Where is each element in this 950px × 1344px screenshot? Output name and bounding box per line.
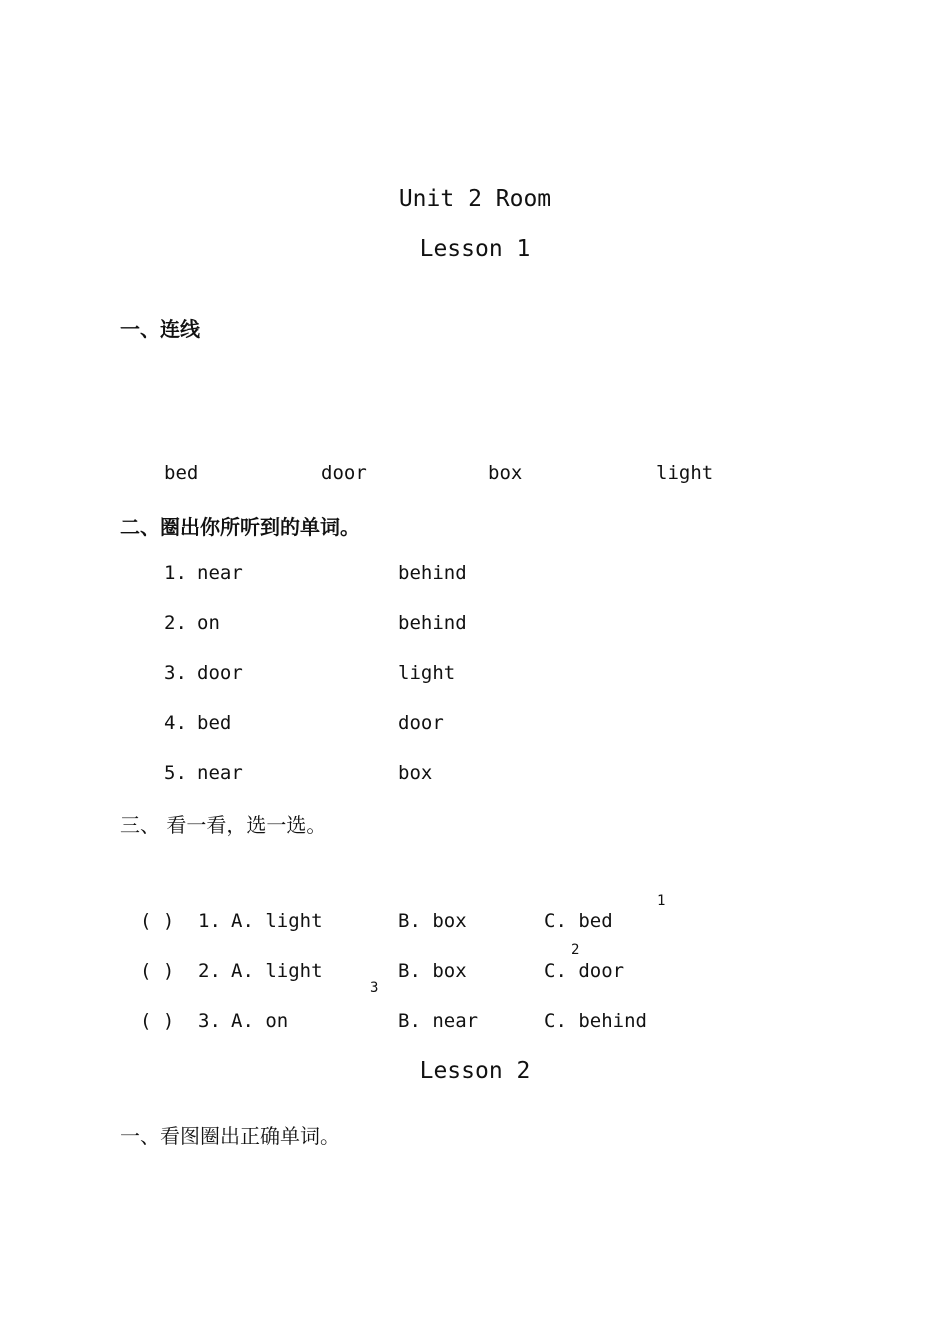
listen-option-right[interactable]: door [398, 712, 444, 734]
answer-bracket[interactable]: ( ) [140, 960, 175, 982]
question-number: 1. [198, 910, 221, 932]
answer-bracket[interactable]: ( ) [140, 1010, 175, 1032]
listen-option-right[interactable]: behind [398, 612, 467, 634]
section1-heading: 一、连线 [120, 317, 200, 341]
choice-c: C. bed [544, 910, 613, 932]
listen-row-number: 5. [164, 762, 187, 784]
listen-row-number: 4. [164, 712, 187, 734]
section2-heading: 二、圈出你所听到的单词。 [120, 515, 360, 539]
lesson1-title: Lesson 1 [419, 236, 531, 262]
picture-marker-3: 3 [370, 980, 379, 996]
listen-row-number: 2. [164, 612, 187, 634]
choice-a: A. on [231, 1010, 289, 1032]
listen-option-left[interactable]: near [197, 762, 243, 784]
listen-option-right[interactable]: light [398, 662, 456, 684]
listen-option-right[interactable]: behind [398, 562, 467, 584]
choice-b: B. box [398, 910, 467, 932]
match-word-light: light [656, 462, 714, 484]
listen-row-number: 3. [164, 662, 187, 684]
choice-b: B. near [398, 1010, 479, 1032]
listen-option-right[interactable]: box [398, 762, 433, 784]
answer-bracket[interactable]: ( ) [140, 910, 175, 932]
listen-row-number: 1. [164, 562, 187, 584]
choice-a: A. light [231, 960, 323, 982]
listen-option-left[interactable]: bed [197, 712, 232, 734]
listen-option-left[interactable]: near [197, 562, 243, 584]
listen-option-left[interactable]: on [197, 612, 220, 634]
lesson2-section1-heading: 一、看图圈出正确单词。 [120, 1124, 340, 1148]
choice-c: C. door [544, 960, 625, 982]
choice-b: B. box [398, 960, 467, 982]
choice-c: C. behind [544, 1010, 647, 1032]
choice-a: A. light [231, 910, 323, 932]
listen-option-left[interactable]: door [197, 662, 243, 684]
unit-title: Unit 2 Room [398, 186, 552, 212]
match-word-box: box [488, 462, 523, 484]
question-number: 2. [198, 960, 221, 982]
match-word-bed: bed [164, 462, 199, 484]
match-word-door: door [321, 462, 367, 484]
picture-marker-1: 1 [657, 893, 666, 909]
picture-marker-2: 2 [571, 942, 580, 958]
lesson2-title: Lesson 2 [419, 1058, 531, 1084]
section3-heading: 三、 看一看，选一选。 [120, 813, 327, 837]
question-number: 3. [198, 1010, 221, 1032]
